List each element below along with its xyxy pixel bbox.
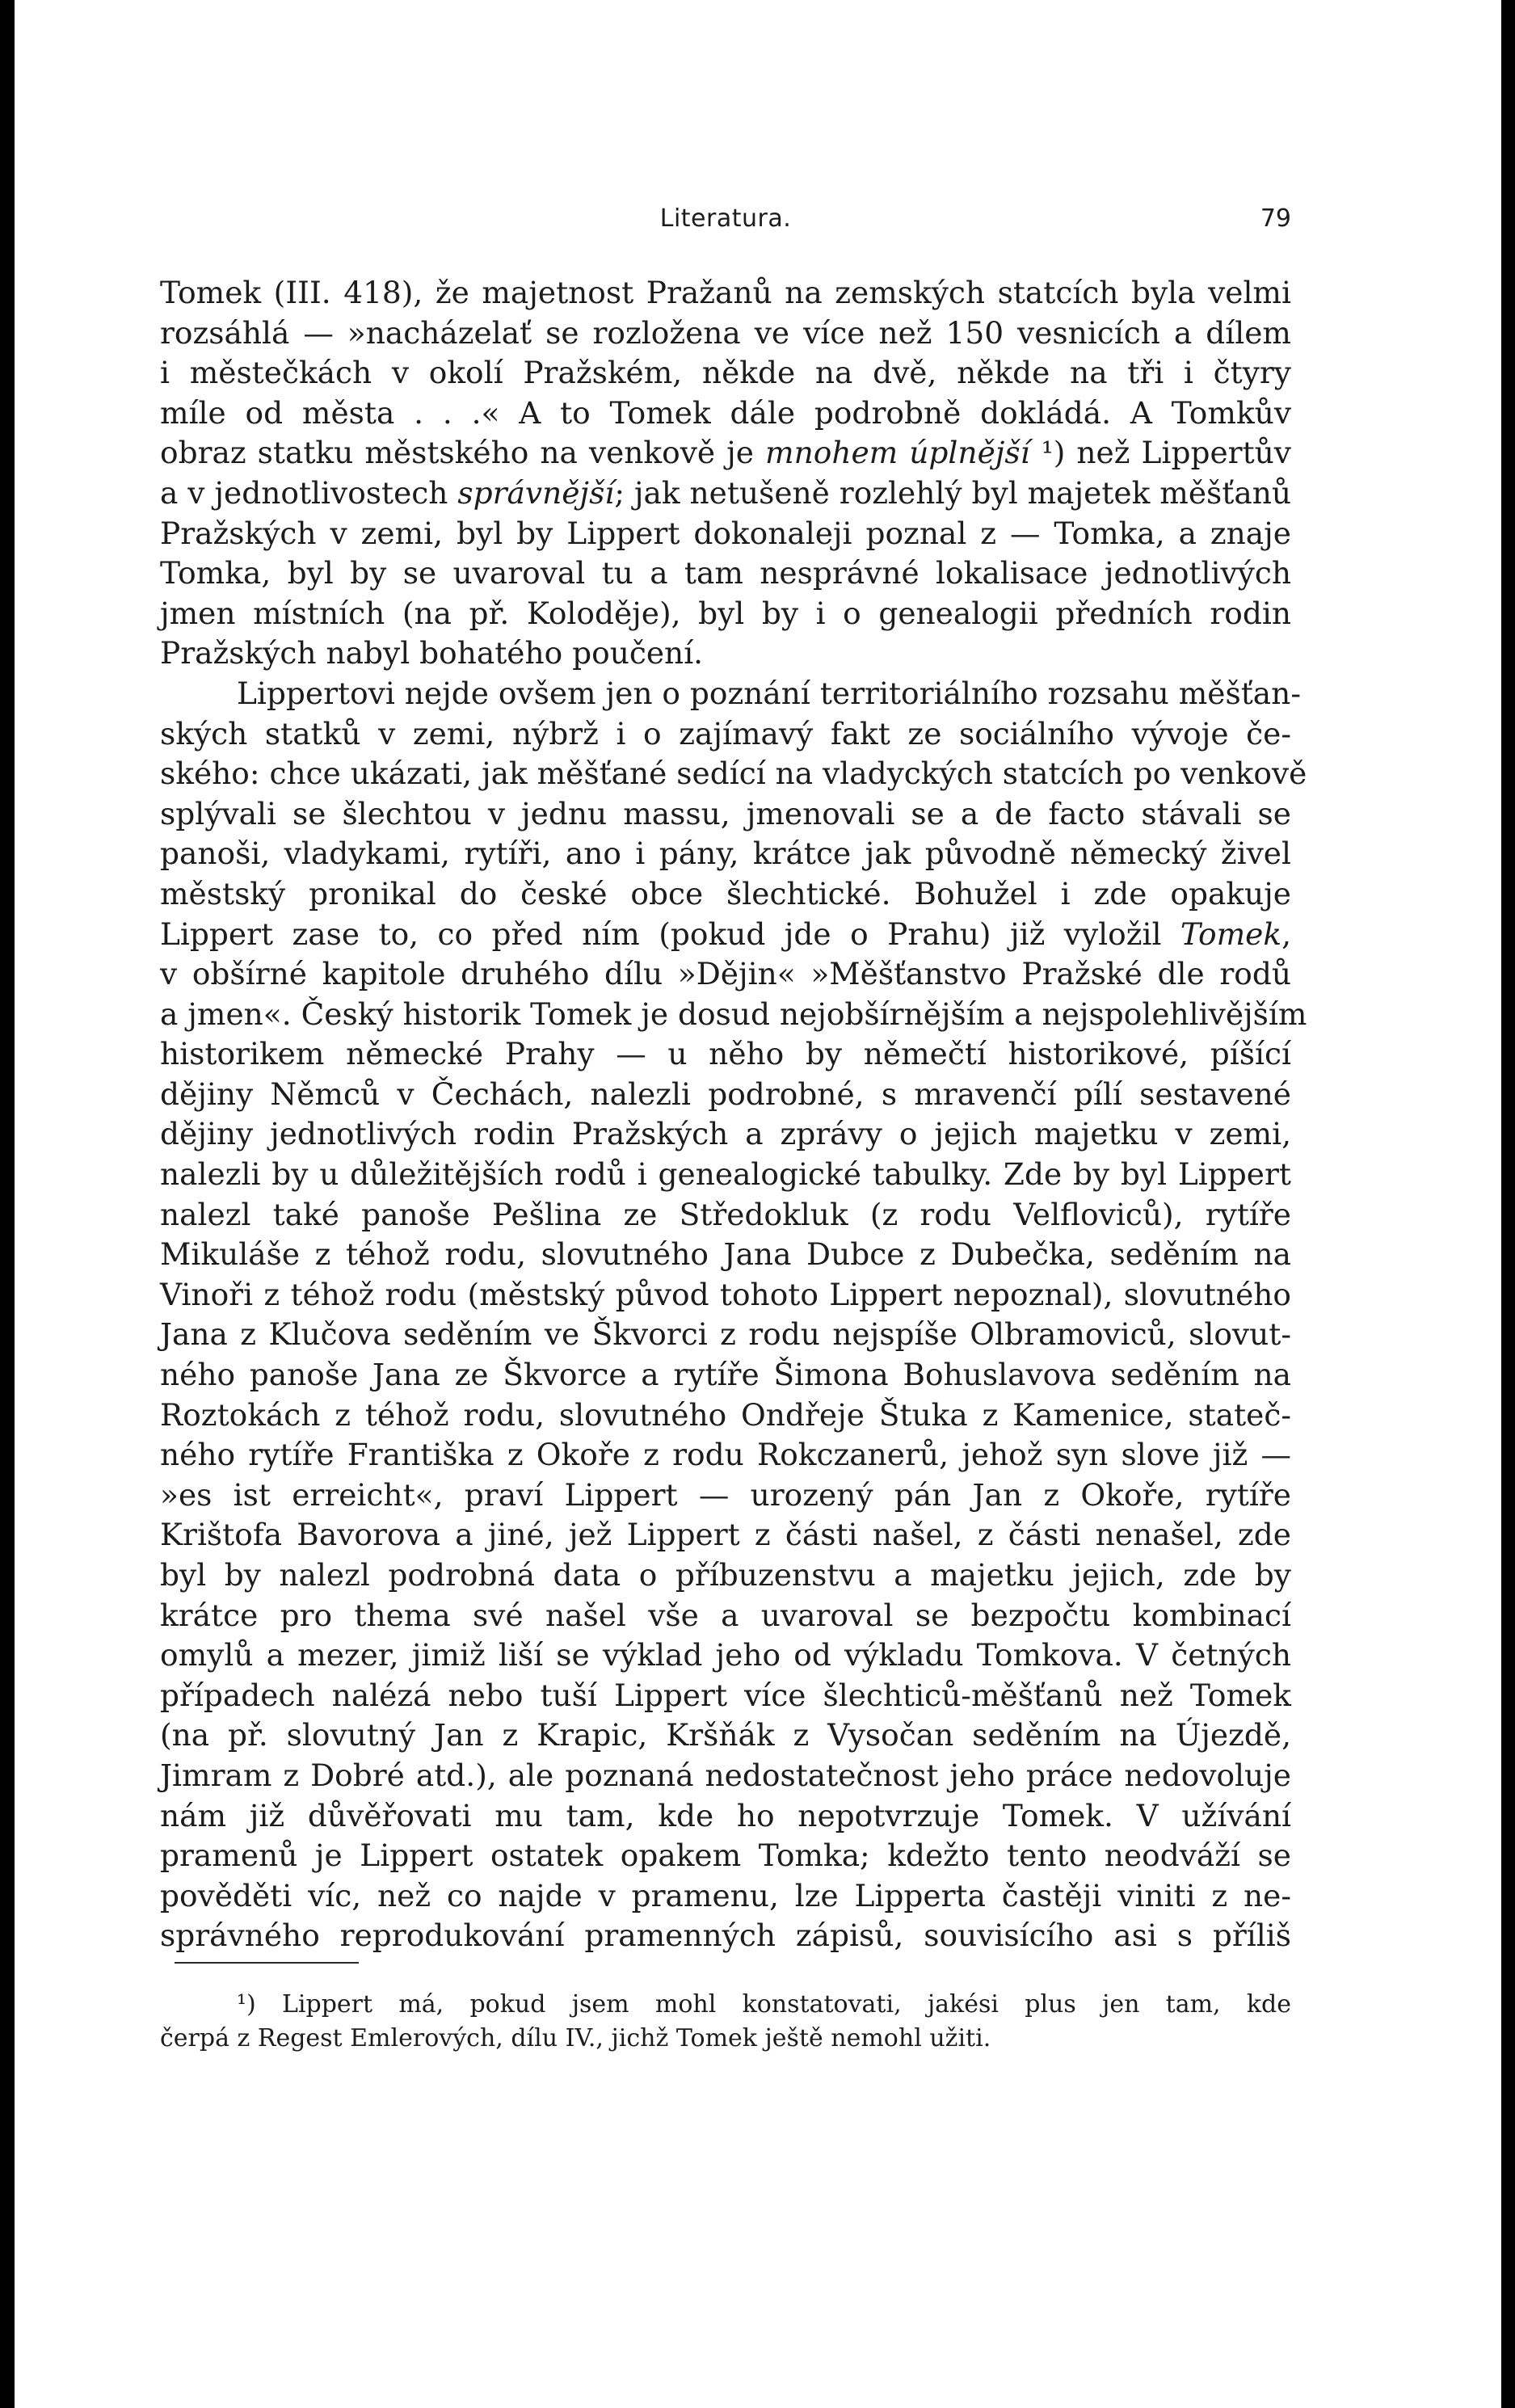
text-line: i městečkách v okolí Pražském, někde na dvě, někde na tři i čtyry (160, 355, 1291, 391)
text-line: Jimram z Dobré atd.), ale poznaná nedostatečnost jeho práce nedovoluje (160, 1757, 1291, 1793)
text-line: historikem německé Prahy — u něho by němečtí historikové, píšící (160, 1036, 1291, 1072)
text-line: Vinoři z téhož rodu (městský původ tohoto Lippert nepoznal), slovutného (160, 1276, 1291, 1312)
text-line: Pražských nabyl bohatého poučení. (160, 635, 704, 671)
text-line: pověděti víc, než co najde v pramenu, lze Lipperta častěji viniti z ne- (160, 1877, 1291, 1913)
text-line: panoši, vladykami, rytíři, ano i pány, krátce jak původně německý živel (160, 836, 1291, 872)
text-line: případech nalézá nebo tuší Lippert více šlechticů-měšťanů než Tomek (160, 1677, 1291, 1713)
text-line: Mikuláše z téhož rodu, slovutného Jana Dubce z Dubečka, seděním na (160, 1236, 1291, 1273)
text-segment: , (1281, 916, 1291, 952)
text-line: rozsáhlá — »nacházelať se rozložena ve více než 150 vesnicích a dílem (160, 314, 1291, 351)
text-line: jmen místních (na př. Koloděje), byl by i o genealogii předních rodin (160, 595, 1291, 631)
text-segment: ¹) než Lippertův (1029, 435, 1291, 471)
text-line: nám již důvěřovati mu tam, kde ho nepotvrzuje Tomek. V užívání (160, 1797, 1291, 1833)
text-line: omylů a mezer, jimiž liší se výklad jeho od výkladu Tomkova. V četných (160, 1637, 1291, 1673)
text-line: Roztokách z téhož rodu, slovutného Ondřeje Štuka z Kamenice, stateč- (160, 1396, 1291, 1433)
text-line: splývali se šlechtou v jednu massu, jmenovali se a de facto stávali se (160, 795, 1291, 831)
text-segment: ; jak netušeně rozlehlý byl majetek měšťanů (614, 474, 1291, 511)
text-line: Lippertovi nejde ovšem jen o poznání territoriálního rozsahu měšťan- (237, 675, 1301, 711)
footnote-line: čerpá z Regest Emlerových, dílu IV., jichž Tomek ještě nemohl užiti. (160, 2024, 991, 2052)
running-title: Literatura. (659, 204, 792, 233)
emphasized-text: Tomek (1180, 916, 1282, 952)
text-line: (na př. slovutný Jan z Krapic, Kršňák z Vysočan seděním na Újezdě, (160, 1717, 1291, 1753)
body-text (160, 273, 1307, 1956)
text-line: krátce pro thema své našel vše a uvaroval se bezpočtu kombinací (160, 1597, 1291, 1633)
text-line: pramenů je Lippert ostatek opakem Tomka; kdežto tento neodváží se (160, 1838, 1291, 1874)
emphasized-text: správnější (457, 474, 615, 511)
text-segment: obraz statku městského na venkově je (160, 435, 766, 471)
text-line: míle od města . . .« A to Tomek dále podrobně dokládá. A Tomkův (160, 394, 1291, 431)
text-segment: Lippert zase to, co před ním (pokud jde o Prahu) již vyložil (160, 916, 1180, 952)
emphasized-text: mnohem úplnější (765, 435, 1030, 471)
footnotes (160, 1988, 1291, 2056)
text-line (160, 915, 1291, 955)
text-line: ských statků v zemi, nýbrž i o zajímavý fakt ze sociálního vývoje če- (160, 715, 1291, 751)
text-line: Pražských v zemi, byl by Lippert dokonaleji poznal z — Tomka, a znaje (160, 515, 1291, 551)
text-line: městský pronikal do české obce šlechtické. Bohužel i zde opakuje (160, 875, 1291, 911)
text-line: ského: chce ukázati, jak měšťané sedící na vladyckých statcích po venkově (160, 756, 1307, 792)
footnote-line: ¹) Lippert má, pokud jsem mohl konstatovati, jakési plus jen tam, kde (237, 1990, 1291, 2019)
document-page (15, 0, 1501, 2408)
text-segment: a v jednotlivostech (160, 474, 458, 511)
text-line (160, 433, 1291, 474)
page-number: 79 (1260, 204, 1291, 233)
text-line: Tomek (III. 418), že majetnost Pražanů na zemských statcích byla velmi (160, 275, 1291, 310)
text-line: ného rytíře Františka z Okoře z rodu Rokczanerů, jehož syn slove již — (160, 1437, 1291, 1473)
text-line: nalezli by u důležitějších rodů i genealogické tabulky. Zde by byl Lippert (160, 1156, 1291, 1193)
page-header (160, 204, 1291, 245)
text-line: nalezl také panoše Pešlina ze Středokluk (z rodu Velfloviců), rytíře (160, 1196, 1291, 1232)
text-line: a jmen«. Český historik Tomek je dosud nejobšírnějším a nejspolehlivějším (160, 996, 1307, 1032)
text-line: Krištofa Bavorova a jiné, jež Lippert z části našel, z části nenašel, zde (160, 1517, 1291, 1553)
text-line: byl by nalezl podrobná data o příbuzenstvu a majetku jejich, zde by (160, 1557, 1291, 1593)
text-line: v obšírné kapitole druhého dílu »Dějin« »Měšťanstvo Pražské dle rodů (160, 956, 1291, 992)
text-line: dějiny Němců v Čechách, nalezli podrobné, s mravenčí pílí sestavené (160, 1076, 1291, 1112)
footnote-rule (175, 1962, 359, 1964)
text-line: správného reprodukování pramenných zápisů, souvisícího asi s příliš (160, 1918, 1291, 1954)
text-line: Jana z Klučova seděním ve Škvorci z rodu nejspíše Olbramoviců, slovut- (160, 1316, 1291, 1353)
text-line: Tomka, byl by se uvaroval tu a tam nesprávné lokalisace jednotlivých (160, 555, 1291, 591)
text-line: »es ist erreicht«, praví Lippert — urozený pán Jan z Okoře, rytíře (160, 1476, 1291, 1513)
text-line: dějiny jednotlivých rodin Pražských a zprávy o jejich majetku v zemi, (160, 1116, 1291, 1152)
text-line: ného panoše Jana ze Škvorce a rytíře Šimona Bohuslavova seděním na (160, 1357, 1291, 1393)
text-line (160, 474, 1291, 514)
